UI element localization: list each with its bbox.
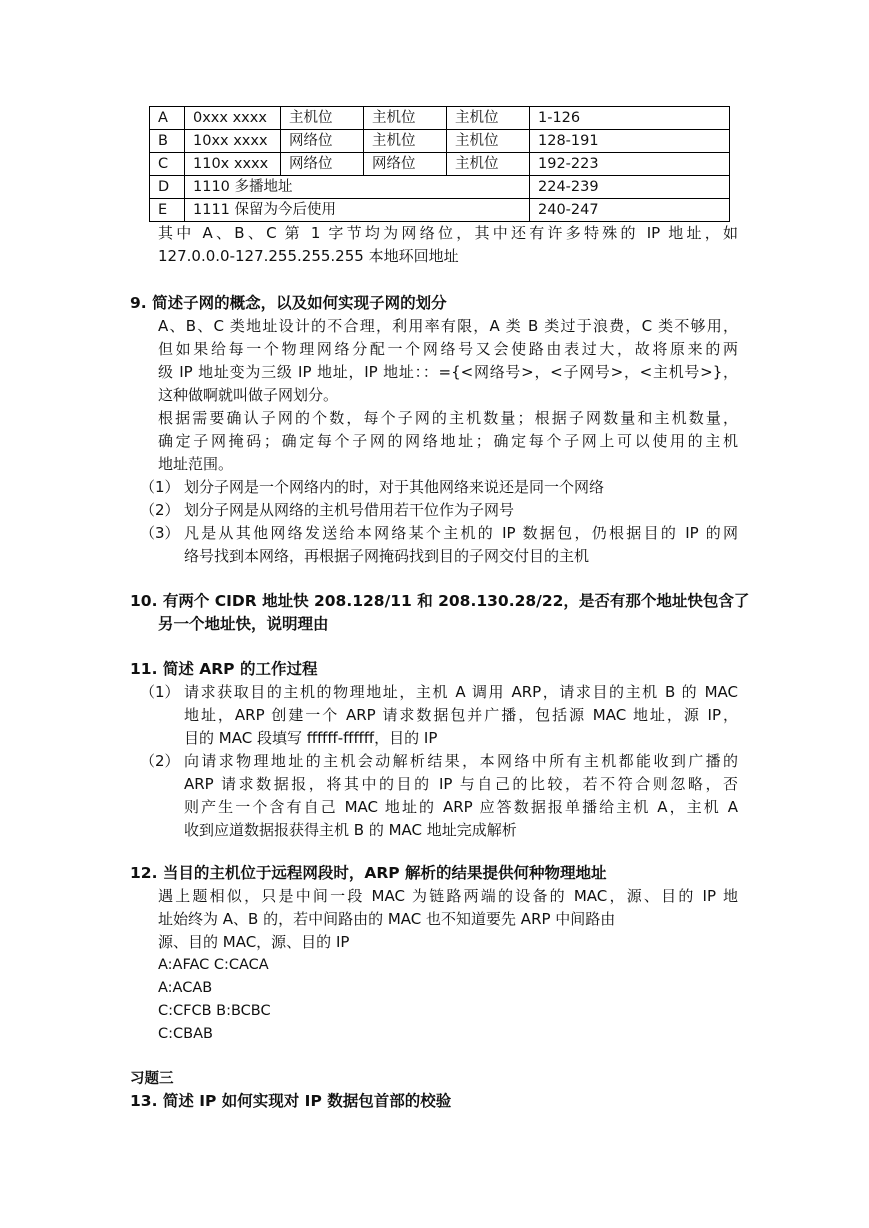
paragraph-line: 地址范围。 [158, 455, 234, 473]
list-item: 络号找到本网络，再根据子网掩码找到目的子网交付目的主机 [184, 547, 590, 565]
list-item: ARP 请求数据报，将其中的目的 IP 与自己的比较，若不符合则忽略，否 [184, 775, 738, 793]
byte-cell: 网络位 [281, 153, 364, 176]
range-cell: 1-126 [530, 107, 730, 130]
paragraph-line: 根据需要确认子网的个数，每个子网的主机数量；根据子网数量和主机数量， [158, 409, 738, 427]
prefix-cell: 110x xxxx [185, 153, 281, 176]
list-item: 收到应道数据报获得主机 B 的 MAC 地址完成解析 [184, 821, 517, 839]
question-10-title-cont: 另一个地址快，说明理由 [158, 615, 329, 633]
range-cell: 192-223 [530, 153, 730, 176]
table-row [150, 130, 730, 153]
list-number: （1） [140, 683, 180, 701]
question-10-title: 10. 有两个 CIDR 地址快 208.128/11 和 208.130.28/22，是否有那个地址快包含了 [130, 592, 750, 610]
question-13-title: 13. 简述 IP 如何实现对 IP 数据包首部的校验 [130, 1092, 452, 1110]
section-heading: 习题三 [130, 1071, 174, 1087]
table-row [150, 176, 730, 199]
range-cell: 224-239 [530, 176, 730, 199]
class-cell: C [150, 153, 185, 176]
byte-cell: 网络位 [364, 153, 447, 176]
table-row [150, 153, 730, 176]
paragraph-line: 127.0.0.0-127.255.255.255 本地环回地址 [158, 247, 459, 265]
list-item: 目的 MAC 段填写 ffffff-ffffff，目的 IP [184, 729, 438, 747]
table-row [150, 199, 730, 222]
class-cell: D [150, 176, 185, 199]
list-item: 向请求物理地址的主机会动解析结果，本网络中所有主机都能收到广播的 [184, 752, 738, 770]
byte-cell: 主机位 [447, 130, 530, 153]
list-number: （1） [140, 478, 180, 496]
class-cell: B [150, 130, 185, 153]
paragraph-line: 确定子网掩码；确定每个子网的网络地址；确定每个子网上可以使用的主机 [158, 432, 738, 450]
ip-class-table [149, 106, 730, 222]
paragraph-line: 源、目的 MAC，源、目的 IP [158, 933, 350, 951]
paragraph-line: 这种做啊就叫做子网划分。 [158, 386, 339, 404]
paragraph-line: 址始终为 A、B 的，若中间路由的 MAC 也不知道要先 ARP 中间路由 [158, 910, 616, 928]
paragraph-line: 级 IP 地址变为三级 IP 地址，IP 地址：：={<网络号>，<子网号>，<主机号>}， [158, 363, 738, 381]
byte-cell: 主机位 [364, 107, 447, 130]
class-cell: E [150, 199, 185, 222]
byte-cell: 主机位 [447, 153, 530, 176]
description-cell: 1111 保留为今后使用 [185, 199, 530, 222]
byte-cell: 主机位 [281, 107, 364, 130]
paragraph-line: 但如果给每一个物理网络分配一个网络号又会使路由表过大，故将原来的两 [158, 340, 738, 358]
table-row [150, 107, 730, 130]
paragraph-line: A:AFAC C:CACA [158, 957, 269, 973]
question-11-title: 11. 简述 ARP 的工作过程 [130, 660, 318, 678]
list-item: 请求获取目的主机的物理地址，主机 A 调用 ARP，请求目的主机 B 的 MAC [184, 683, 738, 701]
list-item: 地址，ARP 创建一个 ARP 请求数据包并广播，包括源 MAC 地址，源 IP， [184, 706, 738, 724]
list-item: 则产生一个含有自己 MAC 地址的 ARP 应答数据报单播给主机 A，主机 A [184, 798, 738, 816]
byte-cell: 主机位 [364, 130, 447, 153]
list-item: 划分子网是从网络的主机号借用若干位作为子网号 [184, 501, 515, 519]
paragraph-line: A:ACAB [158, 980, 213, 996]
description-cell: 1110 多播地址 [185, 176, 530, 199]
range-cell: 240-247 [530, 199, 730, 222]
question-12-title: 12. 当目的主机位于远程网段时，ARP 解析的结果提供何种物理地址 [130, 864, 607, 882]
question-9-title: 9. 简述子网的概念，以及如何实现子网的划分 [130, 294, 447, 312]
paragraph-line: C:CBAB [158, 1026, 213, 1042]
list-item: 划分子网是一个网络内的时，对于其他网络来说还是同一个网络 [184, 478, 605, 496]
paragraph-line: 其中 A、B、C 第 1 字节均为网络位，其中还有许多特殊的 IP 地址，如 [158, 224, 738, 242]
prefix-cell: 0xxx xxxx [185, 107, 281, 130]
list-number: （3） [140, 524, 180, 542]
paragraph-line: A、B、C 类地址设计的不合理，利用率有限，A 类 B 类过于浪费，C 类不够用， [158, 317, 738, 335]
class-cell: A [150, 107, 185, 130]
list-number: （2） [140, 501, 180, 519]
list-number: （2） [140, 752, 180, 770]
paragraph-line: C:CFCB B:BCBC [158, 1003, 271, 1019]
prefix-cell: 10xx xxxx [185, 130, 281, 153]
byte-cell: 主机位 [447, 107, 530, 130]
range-cell: 128-191 [530, 130, 730, 153]
paragraph-line: 遇上题相似，只是中间一段 MAC 为链路两端的设备的 MAC，源、目的 IP 地 [158, 887, 738, 905]
byte-cell: 网络位 [281, 130, 364, 153]
list-item: 凡是从其他网络发送给本网络某个主机的 IP 数据包，仍根据目的 IP 的网 [184, 524, 738, 542]
